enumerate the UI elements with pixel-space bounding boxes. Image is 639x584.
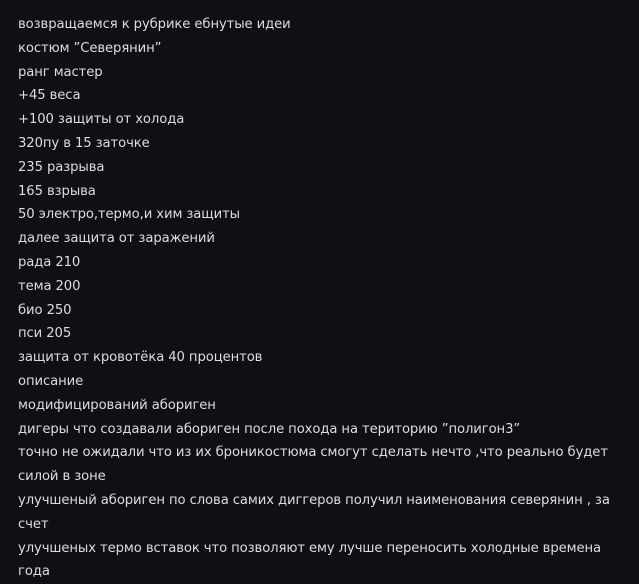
message-line: био 250 — [18, 302, 72, 318]
message-line: ранг мастер — [18, 64, 103, 80]
message-line: защита от кровотёка 40 процентов — [18, 350, 263, 366]
message-line: улучшеных термо вставок что позволяют ему лучше переносить холодные времена года — [18, 540, 601, 580]
message-line: тема 200 — [18, 278, 81, 294]
message-line: 165 взрыва — [18, 183, 96, 199]
message-line: 50 электро,термо,и хим защиты — [18, 207, 240, 223]
message-line: +45 веса — [18, 88, 81, 104]
message-line: дигеры что создавали абориген после похода на територию ”полигон3” — [18, 421, 521, 437]
message-line: пси 205 — [18, 326, 72, 342]
message-line: 235 разрыва — [18, 159, 105, 175]
message-line: костюм ”Северянин” — [18, 40, 162, 56]
message-line: улучшеный абориген по слова самих диггеров получил наименования северянин , за счет — [18, 492, 610, 532]
message-line: рада 210 — [18, 254, 81, 270]
message-body — [18, 13, 630, 584]
message-line: +100 защиты от холода — [18, 112, 185, 128]
message-line: описание — [18, 373, 84, 389]
message-line: модифицирований абориген — [18, 397, 216, 413]
message-line: точно не ожидали что из их броникостюма смогут сделать нечто ,что реально будет силой в зоне — [18, 445, 608, 485]
message-line: далее защита от заражений — [18, 231, 215, 247]
message-line: возвращаемся к рубрике ебнутые идеи — [18, 17, 291, 32]
message-line: 320пу в 15 заточке — [18, 135, 150, 151]
